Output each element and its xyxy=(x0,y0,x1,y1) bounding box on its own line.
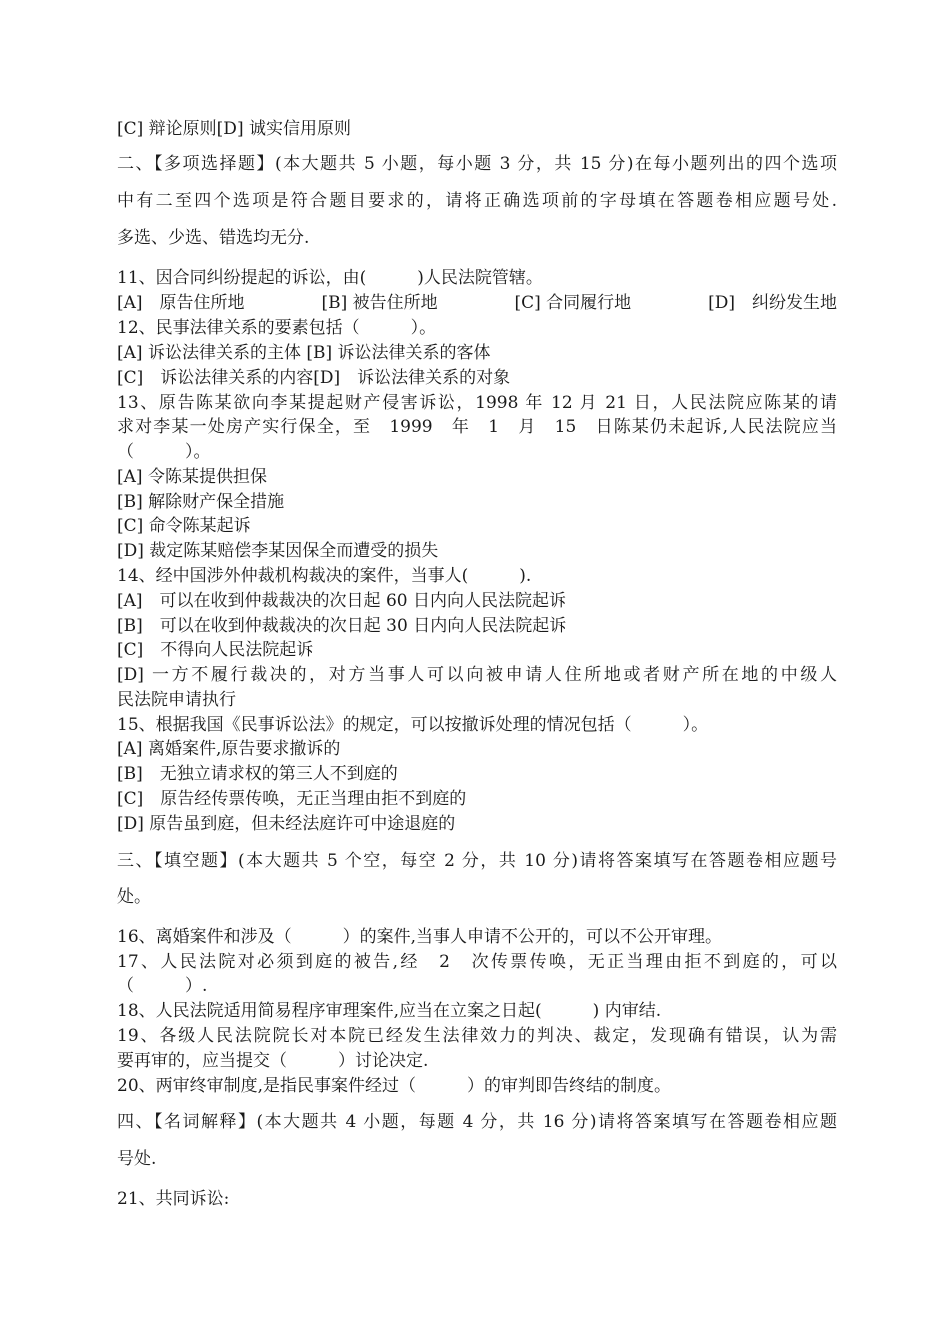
question-19: 要再审的，应当提交（ ）讨论决定. xyxy=(117,1051,429,1071)
question-17: 17、人民法院对必须到庭的被告,经 2 次传票传唤，无正当理由拒不到庭的，可以 xyxy=(117,952,837,972)
option-d: [D] 纠纷发生地 xyxy=(708,293,837,313)
option-line: [A] 离婚案件,原告要求撤诉的 xyxy=(117,739,341,759)
section-instruction: 号处. xyxy=(117,1149,157,1169)
option-line: [C] 辩论原则[D] 诚实信用原则 xyxy=(117,119,351,139)
option-line: 民法院申请执行 xyxy=(117,690,236,710)
question-19: 19、各级人民法院院长对本院已经发生法律效力的判决、裁定，发现确有错误，认为需 xyxy=(117,1026,837,1046)
option-line: [B] 解除财产保全措施 xyxy=(117,492,285,512)
question-11: 11、因合同纠纷提起的诉讼，由( )人民法院管辖。 xyxy=(117,268,543,288)
option-line: [C] 原告经传票传唤，无正当理由拒不到庭的 xyxy=(117,789,467,809)
question-15: 15、根据我国《民事诉讼法》的规定，可以按撤诉处理的情况包括（ ）。 xyxy=(117,715,709,735)
question-21: 21、共同诉讼: xyxy=(117,1189,230,1209)
option-line: [A] 可以在收到仲裁裁决的次日起 60 日内向人民法院起诉 xyxy=(117,591,566,611)
option-line: [A] 令陈某提供担保 xyxy=(117,467,267,487)
option-line: [C] 不得向人民法院起诉 xyxy=(117,640,314,660)
option-a: [A] 原告住所地 xyxy=(117,293,245,313)
section-heading: 四、【名词解释】(本大题共 4 小题，每题 4 分，共 16 分)请将答案填写在答题卷相应题 xyxy=(117,1112,837,1132)
question-11-options xyxy=(117,292,837,314)
section-instruction: 中有二至四个选项是符合题目要求的，请将正确选项前的字母填在答题卷相应题号处. xyxy=(117,191,837,211)
option-line: [B] 可以在收到仲裁裁决的次日起 30 日内向人民法院起诉 xyxy=(117,616,567,636)
question-13: 13、原告陈某欲向李某提起财产侵害诉讼，1998 年 12 月 21 日，人民法院应陈某的请 xyxy=(117,393,837,413)
option-line: [D] 一方不履行裁决的，对方当事人可以向被申请人住所地或者财产所在地的中级人 xyxy=(117,665,837,685)
option-c: [C] 合同履行地 xyxy=(514,293,632,313)
option-line: [D] 原告虽到庭，但未经法庭许可中途退庭的 xyxy=(117,814,456,834)
question-18: 18、人民法院适用简易程序审理案件,应当在立案之日起( ) 内审结. xyxy=(117,1001,662,1021)
option-line: [D] 裁定陈某赔偿李某因保全而遭受的损失 xyxy=(117,541,439,561)
section-instruction: 处。 xyxy=(117,887,151,907)
option-line: [B] 无独立请求权的第三人不到庭的 xyxy=(117,764,398,784)
question-14: 14、经中国涉外仲裁机构裁决的案件，当事人( ). xyxy=(117,566,532,586)
question-16: 16、离婚案件和涉及（ ）的案件,当事人申请不公开的，可以不公开审理。 xyxy=(117,927,723,947)
question-13: 求对李某一处房产实行保全，至 1999 年 1 月 15 日陈某仍未起诉,人民法院应当 xyxy=(117,417,837,437)
option-line: [C] 诉讼法律关系的内容[D] 诉讼法律关系的对象 xyxy=(117,368,511,388)
section-heading: 三、【填空题】(本大题共 5 个空，每空 2 分，共 10 分)请将答案填写在答题卷相应题号 xyxy=(117,851,837,871)
option-line: [C] 命令陈某起诉 xyxy=(117,516,251,536)
question-13: （ ）。 xyxy=(117,442,211,462)
section-heading: 二、【多项选择题】(本大题共 5 小题，每小题 3 分，共 15 分)在每小题列出的四个选项 xyxy=(117,154,837,174)
question-20: 20、两审终审制度,是指民事案件经过（ ）的审判即告终结的制度。 xyxy=(117,1076,672,1096)
option-b: [B] 被告住所地 xyxy=(321,293,438,313)
option-line: [A] 诉讼法律关系的主体 [B] 诉讼法律关系的客体 xyxy=(117,343,491,363)
section-instruction: 多选、少选、错选均无分. xyxy=(117,228,310,248)
question-12: 12、民事法律关系的要素包括（ ）。 xyxy=(117,318,437,338)
question-17: （ ）. xyxy=(117,976,208,996)
